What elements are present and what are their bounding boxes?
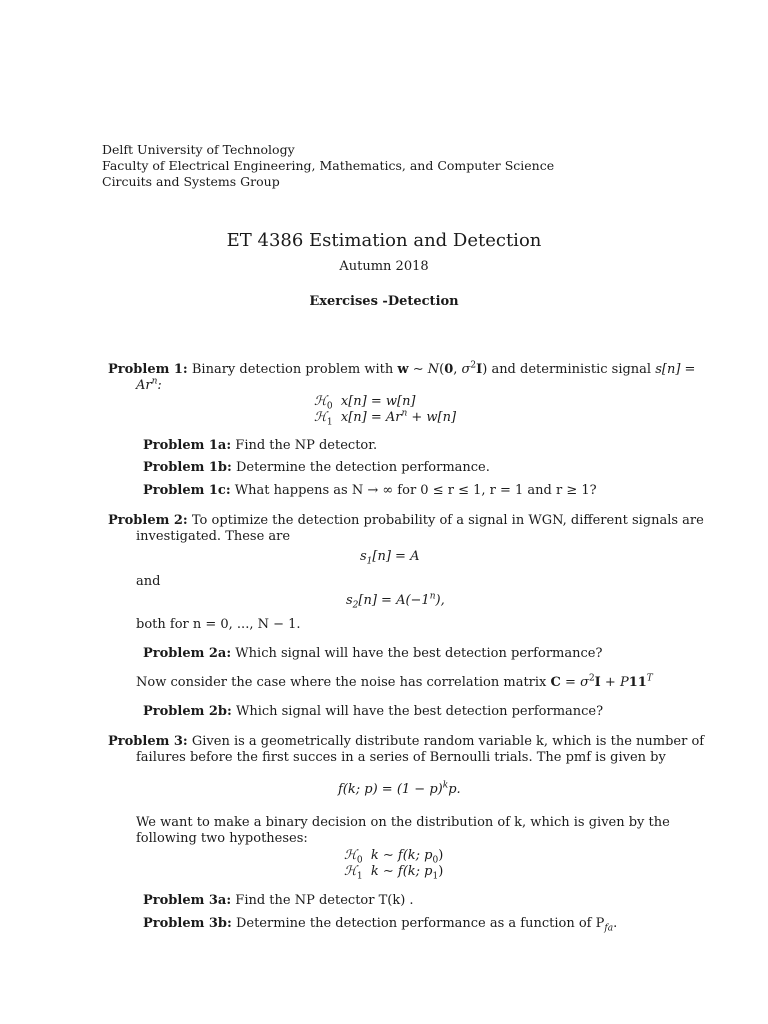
problem2-intro: Problem 2: To optimize the detection probability of a signal in WGN, different signals are (108, 513, 704, 528)
problem3-pmf: f(k; $p) = (1 - p)^kp$. (338, 780, 461, 797)
term: Autumn 2018 (339, 259, 429, 274)
problem3-intro-2: failures before the first succes in a series of Bernoulli trials. The pmf is given by (136, 750, 666, 765)
problem3-want-2: following two hypotheses: (136, 831, 308, 846)
university-line: Delft University of Technology (102, 142, 295, 157)
problem3-want: We want to make a binary decision on the distribution of k, which is given by the (136, 815, 670, 830)
problem1-text-a: Binary detection problem with (191, 362, 394, 377)
problem2-and: and (136, 574, 161, 589)
problem2-range: both for n = 0, ..., N − 1. (136, 617, 301, 632)
problem1-h1: ℋ$_1$ $x[n] = Ar^n + w[n]$ (314, 408, 457, 428)
problem3a: Problem 3a: Find the NP detector T(k) . (143, 893, 414, 908)
problem1c: Problem 1c: What happens as N → ∞ for 0 ≤ r ≤ 1, r = 1 and r ≥ 1? (143, 483, 597, 498)
problem1-intro: Problem 1: Binary detection problem with w ∼ N(0, $\sigma^2I$) and deterministic signal s[n] = (108, 360, 696, 377)
problem3-h0: ℋ$_0$ k ∼ f(k; $p_0$) (344, 848, 444, 866)
problem2-intro-2: investigated. These are (136, 529, 291, 544)
problem3b: Problem 3b: Determine the detection performance as a function of $P_{fa}$. (143, 916, 618, 934)
page-title: ET 4386 Estimation and Detection (226, 230, 542, 251)
faculty-line: Faculty of Electrical Engineering, Mathematics, and Computer Science (102, 158, 555, 173)
problem2-eq2: $s_2[n] = A(-1^n)$, (346, 591, 445, 611)
problem3-h1: ℋ$_1$ k ∼ f(k; $p_1$) (344, 864, 444, 882)
problem1-signal: Ar$^n$: (136, 376, 162, 393)
problem1-text-c: s[n] = (655, 362, 696, 377)
problem1a: Problem 1a: Find the NP detector. (143, 438, 378, 453)
problem2-correlation: Now consider the case where the noise has correlation matrix $C = \sigma^2I + P11^T$ (136, 673, 653, 690)
problem1-label: Problem 1: (108, 362, 188, 377)
problem2b: Problem 2b: Which signal will have the best detection performance? (143, 704, 604, 719)
problem2a: Problem 2a: Which signal will have the best detection performance? (143, 646, 603, 661)
problem1b: Problem 1b: Determine the detection performance. (143, 460, 490, 475)
group-line: Circuits and Systems Group (102, 174, 280, 189)
subtitle: Exercises -Detection (309, 294, 459, 309)
problem2-eq1: $s_1[n] = A$ (360, 549, 420, 567)
problem1-h0: ℋ$_0$ x[n] = w[n] (314, 394, 416, 412)
problem1-text-b: and deterministic signal (491, 362, 652, 377)
problem3-intro: Problem 3: Given is a geometrically distribute random variable k, which is the number of (108, 734, 705, 749)
